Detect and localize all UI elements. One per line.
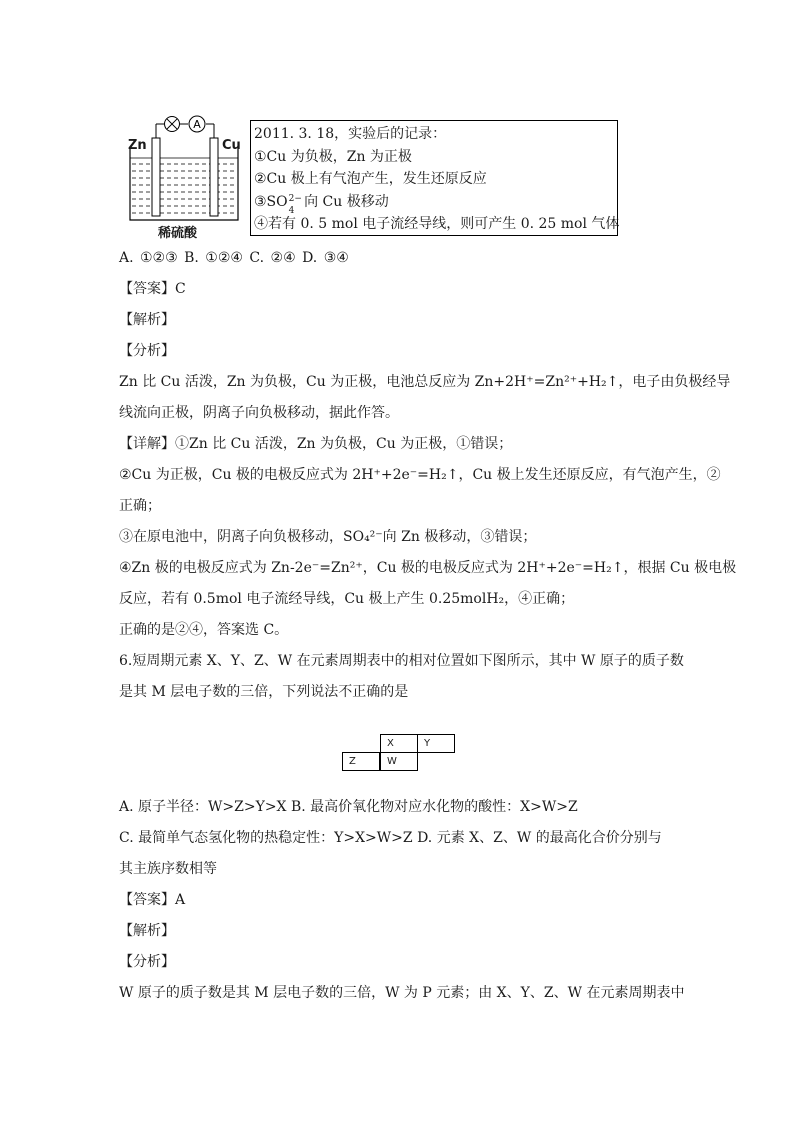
q6-jiexi-heading: 【解析】: [119, 923, 175, 939]
cell-z: Z: [342, 752, 380, 771]
q5-detail-line-3: 正确；: [119, 498, 161, 514]
q6-stem-line-1: 6.短周期元素 X、Y、Z、W 在元素周期表中的相对位置如下图所示，其中 W 原子的质子数: [119, 653, 684, 669]
q5-analysis-line-2: 线流向正极，阴离子向负极移动，据此作答。: [119, 405, 399, 421]
q5-options: A. ①②③ B. ①②④ C. ②④ D. ③④: [119, 250, 349, 266]
q5-detail-line-4: ③在原电池中，阴离子向负极移动，SO₄²⁻向 Zn 极移动，③错误；: [119, 529, 537, 545]
zn-label: Zn: [128, 138, 147, 153]
galvanic-cell-figure: [118, 108, 628, 242]
q5-detail-line-5: ④Zn 极的电极反应式为 Zn-2e⁻=Zn²⁺，Cu 极的电极反应式为 2H⁺+2e⁻=H₂↑，根据 Cu 极电极: [119, 560, 737, 576]
zn-electrode: [152, 138, 160, 216]
q5-fenxi-heading: 【分析】: [119, 343, 175, 359]
cell-y: Y: [417, 734, 455, 753]
q6-option-d-cont: 其主族序数相等: [119, 861, 217, 877]
acid-label: 稀硫酸: [158, 226, 198, 241]
q6-stem-line-2: 是其 M 层电子数的三倍，下列说法不正确的是: [119, 684, 409, 700]
q6-analysis-line-1: W 原子的质子数是其 M 层电子数的三倍，W 为 P 元素；由 X、Y、Z、W 在元素周期表中: [119, 985, 685, 1001]
q5-detail-line-6: 反应，若有 0.5mol 电子流经导线，Cu 极上产生 0.25molH₂，④正确；: [119, 591, 575, 607]
record-line-2: ①Cu 为负极，Zn 为正极: [254, 148, 412, 165]
q5-detail-line-1: 【详解】①Zn 比 Cu 活泼，Zn 为负极，Cu 为正极，①错误；: [119, 436, 513, 452]
q5-answer: 【答案】C: [119, 281, 186, 297]
cu-label: Cu: [222, 138, 241, 153]
q6-fenxi-heading: 【分析】: [119, 954, 175, 970]
record-line-3: ②Cu 极上有气泡产生，发生还原反应: [254, 171, 487, 187]
svg-text:A: A: [193, 118, 201, 131]
experiment-record-box: [250, 120, 618, 236]
q6-options-c-d: C. 最简单气态氢化物的热稳定性：Y>X>W>Z D. 元素 X、Z、W 的最高化合价分别与: [119, 830, 662, 846]
q5-detail-line-2: ②Cu 为正极，Cu 极的电极反应式为 2H⁺+2e⁻=H₂↑，Cu 极上发生还原反应，有气泡产生，②: [119, 467, 721, 483]
cu-electrode: [210, 138, 218, 216]
q5-detail-line-7: 正确的是②④，答案选 C。: [119, 622, 289, 638]
q5-analysis-line-1: Zn 比 Cu 活泼，Zn 为负极，Cu 为正极，电池总反应为 Zn+2H⁺=Zn²⁺+H₂↑，电子由负极经导: [119, 374, 731, 390]
record-line-5: ④若有 0. 5 mol 电子流经导线，则可产生 0. 25 mol 气体: [254, 216, 620, 232]
q5-jiexi-heading: 【解析】: [119, 312, 175, 328]
cell-x: X: [380, 734, 418, 753]
cell-w: W: [380, 752, 418, 771]
record-line-1: 2011. 3. 18，实验后的记录：: [254, 126, 447, 142]
record-line-4: ③SO 2− 4 向 Cu 极移动: [254, 193, 389, 216]
q6-answer: 【答案】A: [119, 892, 186, 908]
q6-options-a-b: A. 原子半径：W>Z>Y>X B. 最高价氧化物对应水化物的酸性：X>W>Z: [119, 799, 578, 815]
